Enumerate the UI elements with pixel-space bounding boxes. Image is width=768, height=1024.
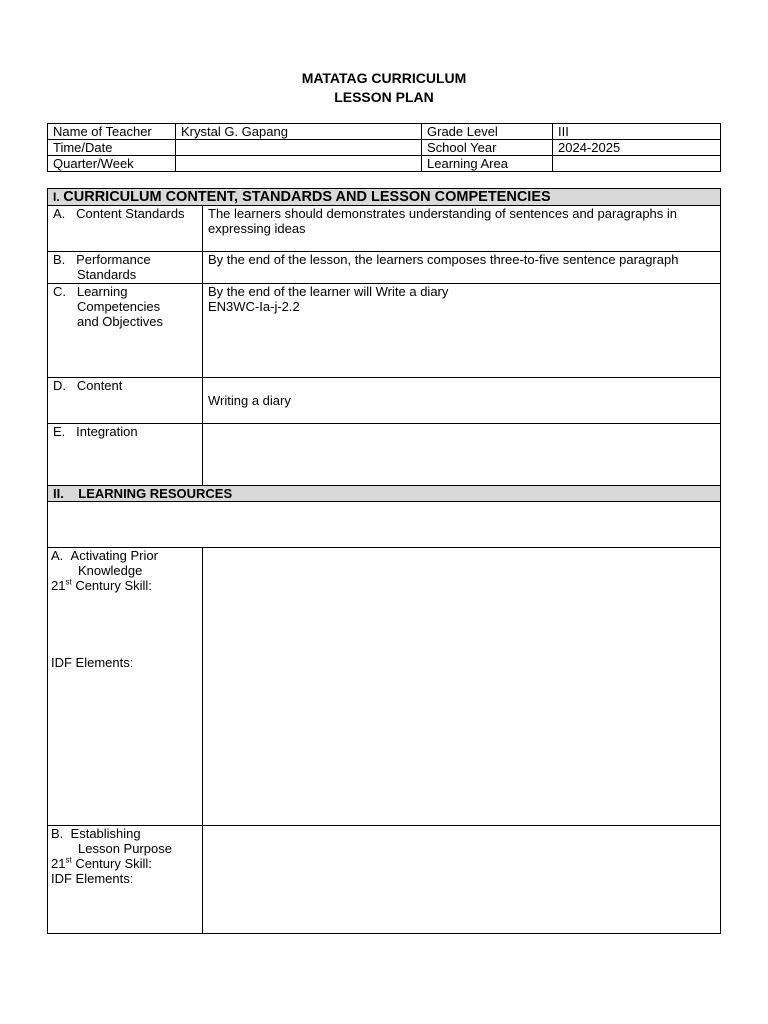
integration-label: Integration xyxy=(76,424,138,439)
quarter-week-value xyxy=(176,156,422,172)
activating-knowledge-label: Activating Prior xyxy=(70,548,158,563)
content-label: Content xyxy=(76,378,123,393)
table-row xyxy=(48,124,721,140)
table-row xyxy=(48,502,721,548)
table-row xyxy=(48,826,721,934)
activating-knowledge-content xyxy=(203,548,721,826)
table-row xyxy=(48,424,721,486)
lesson-plan-table xyxy=(47,188,721,934)
century-skill-label: 21st Century Skill: xyxy=(51,855,152,871)
competency-code: EN3WC-Ia-j-2.2 xyxy=(208,299,300,314)
century-skill-label: 21st Century Skill: xyxy=(51,577,152,593)
table-row xyxy=(48,548,721,826)
item-letter: A. xyxy=(51,548,64,563)
item-letter: B. xyxy=(53,252,66,267)
school-year-label: School Year xyxy=(422,140,553,156)
content-text: Writing a diary xyxy=(203,378,721,424)
learning-resources-text xyxy=(48,502,721,548)
teacher-info-table xyxy=(47,123,721,172)
time-date-value xyxy=(176,140,422,156)
school-year-value: 2024-2025 xyxy=(553,140,721,156)
teacher-name-value: Krystal G. Gapang xyxy=(176,124,422,140)
table-row xyxy=(48,284,721,378)
competency-text: By the end of the learner will Write a diary xyxy=(208,284,449,299)
table-row xyxy=(48,252,721,284)
competencies-label-2: Competencies xyxy=(77,299,161,314)
grade-level-value: III xyxy=(553,124,721,140)
learning-area-value xyxy=(553,156,721,172)
section-title: LEARNING RESOURCES xyxy=(78,486,233,501)
section-title: CURRICULUM CONTENT, STANDARDS AND LESSON COMPETENCIES xyxy=(63,189,551,205)
grade-level-label: Grade Level xyxy=(422,124,553,140)
table-row xyxy=(48,140,721,156)
learning-area-label: Learning Area xyxy=(422,156,553,172)
table-row xyxy=(48,156,721,172)
item-letter: C. xyxy=(53,284,66,299)
content-standards-text: The learners should demonstrates understanding of sentences and paragraphs in expressing ideas xyxy=(203,206,721,252)
performance-standards-label-2: Standards xyxy=(77,267,137,282)
time-date-label: Time/Date xyxy=(48,140,176,156)
section-number: II. xyxy=(53,486,64,501)
doc-subtitle: LESSON PLAN xyxy=(334,89,434,105)
table-row xyxy=(48,378,721,424)
item-letter: A. xyxy=(53,206,66,221)
content-standards-label: Content Standards xyxy=(76,206,185,221)
section-number: I. xyxy=(53,190,60,204)
activating-knowledge-label-2: Knowledge xyxy=(78,563,143,578)
performance-standards-label: Performance xyxy=(76,252,151,267)
integration-text xyxy=(203,424,721,486)
section-header-resources xyxy=(48,486,721,502)
item-letter: D. xyxy=(53,378,66,393)
idf-elements-label: IDF Elements: xyxy=(51,655,134,670)
competencies-label-3: and Objectives xyxy=(77,314,163,329)
item-letter: E. xyxy=(53,424,66,439)
competencies-label: Learning xyxy=(76,284,128,299)
item-letter: B. xyxy=(51,826,64,841)
performance-standards-text: By the end of the lesson, the learners composes three-to-five sentence paragraph xyxy=(203,252,721,284)
lesson-purpose-label-2: Lesson Purpose xyxy=(78,841,172,856)
teacher-name-label: Name of Teacher xyxy=(48,124,176,140)
lesson-purpose-label: Establishing xyxy=(70,826,141,841)
doc-title: MATATAG CURRICULUM xyxy=(301,70,467,86)
quarter-week-label: Quarter/Week xyxy=(48,156,176,172)
table-row xyxy=(48,206,721,252)
lesson-purpose-content xyxy=(203,826,721,934)
idf-elements-label: IDF Elements: xyxy=(51,871,134,886)
section-header-curriculum xyxy=(48,189,721,206)
